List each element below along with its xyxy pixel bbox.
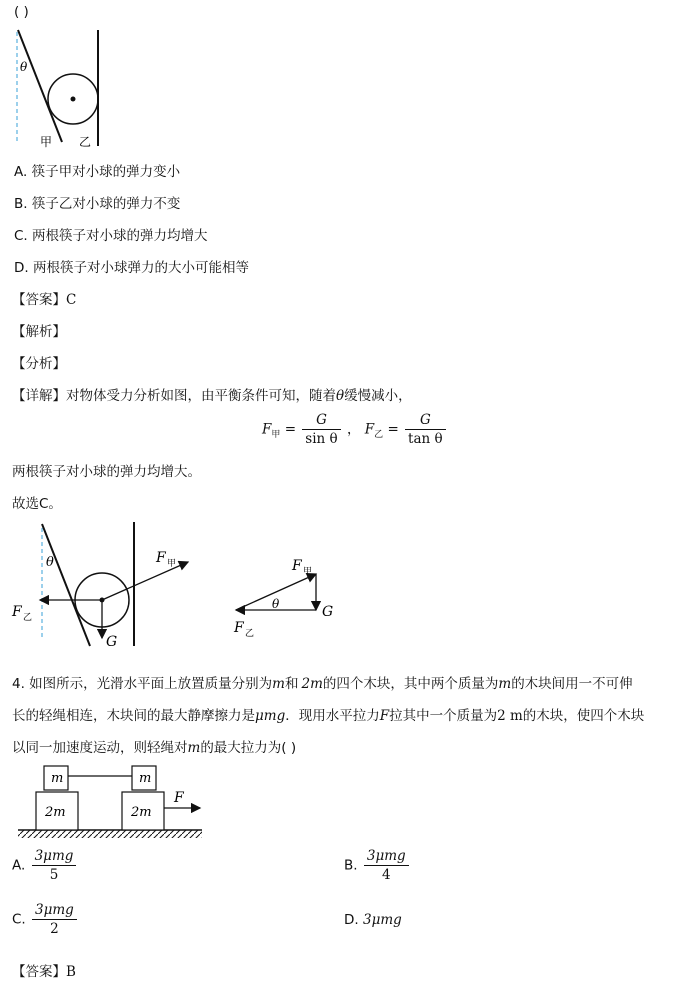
f2-fraction (405, 412, 446, 447)
f2-num: G (405, 412, 446, 430)
ball-center (71, 97, 76, 102)
q4-option-d: D. 3μmg (344, 912, 402, 928)
fenxi-label: 【分析】 (12, 356, 66, 372)
2m-right-label: 2m (131, 805, 152, 820)
formula: $F_甲$ = $\frac{G}{\text{sin θ}}$ ， $F_乙$ = $\frac{G}{\text{tan θ}}$ (262, 412, 448, 447)
triangle-f-yi-sub: 乙 (245, 629, 255, 639)
f-label: F (174, 790, 184, 806)
triangle-g-label: G (322, 604, 334, 620)
blocks-figure (14, 762, 206, 840)
answer-value: C (66, 292, 77, 308)
question-bracket: ( ) (14, 4, 29, 20)
q4-stem-line-3: 以同一加速度运动，则轻绳对m的最大拉力为( ) (12, 740, 297, 756)
detail-text-a: 对物体受力分析如图，由平衡条件可知，随着 (66, 388, 336, 404)
q4-option-c: C. $\frac{\text{3μmg}}{2}$ (12, 902, 79, 937)
conclusion: 两根筷子对小球的弹力均增大。 (12, 464, 201, 480)
chopstick-jia (18, 30, 62, 142)
jia-label: 甲 (40, 135, 53, 149)
force-analysis-figure (10, 518, 350, 648)
f1-den: sin θ (305, 431, 338, 447)
f1-fraction (302, 412, 340, 447)
yi-label: 乙 (79, 135, 92, 149)
q4-option-a: A. $\frac{\text{3μmg}}{5}$ (12, 848, 78, 883)
answer-label: 【答案】 (12, 292, 66, 308)
choose-line: 故选C。 (12, 496, 62, 512)
option-a: A. 筷子甲对小球的弹力变小 (14, 164, 181, 180)
triangle-f-yi-symbol: F (234, 620, 244, 636)
detail-theta: θ (336, 388, 345, 404)
theta-label: θ (20, 60, 28, 74)
q4-stem-line-2: 长的轻绳相连，木块间的最大静摩擦力是μmg．现用水平拉力F拉其中一个质量为2 m的木块，使四个木块 (12, 708, 645, 724)
answer-line (12, 288, 76, 308)
q4-option-b: B. $\frac{\text{3μmg}}{4}$ (344, 848, 411, 883)
q4-answer-label: 【答案】 (12, 964, 66, 980)
f-yi-symbol: F (12, 604, 22, 620)
f2-sub: 乙 (374, 430, 384, 441)
chopstick-jia (42, 524, 90, 646)
f1-symbol: F (262, 421, 272, 438)
f2-symbol: F (364, 421, 375, 438)
f2-den: tan θ (408, 431, 443, 447)
detail-text-b: 缓慢减小， (344, 388, 412, 404)
option-d: D. 两根筷子对小球弹力的大小可能相等 (14, 260, 249, 276)
triangle-theta: θ (272, 597, 280, 611)
q4-answer-value: B (66, 964, 76, 980)
f-yi-sub: 乙 (23, 613, 33, 623)
theta-label: θ (46, 555, 54, 570)
option-c: C. 两根筷子对小球的弹力均增大 (14, 228, 208, 244)
option-b: B. 筷子乙对小球的弹力不变 (14, 196, 181, 212)
g-label: G (106, 634, 118, 648)
2m-left-label: 2m (45, 805, 66, 820)
triangle-f-jia-symbol: F (292, 558, 302, 574)
f-jia-symbol: F (156, 550, 166, 566)
ground-hatch (18, 830, 202, 838)
m-right-label: m (139, 771, 152, 786)
f-jia-sub: 甲 (167, 559, 177, 569)
detail-label: 【详解】 (12, 388, 66, 404)
q4-stem-line-1: 4. 如图所示，光滑水平面上放置质量分别为m和 2m的四个木块，其中两个质量为m的木块间用一不可伸 (12, 676, 633, 692)
detail-line (12, 384, 412, 404)
chopsticks-figure (12, 26, 107, 150)
analysis-label: 【解析】 (12, 324, 66, 340)
formula-separator: ， (346, 421, 361, 438)
q4-answer-line (12, 960, 76, 980)
m-left-label: m (51, 771, 64, 786)
f1-num: G (302, 412, 340, 430)
triangle-f-jia-sub: 甲 (303, 567, 313, 577)
f1-sub: 甲 (271, 430, 281, 441)
